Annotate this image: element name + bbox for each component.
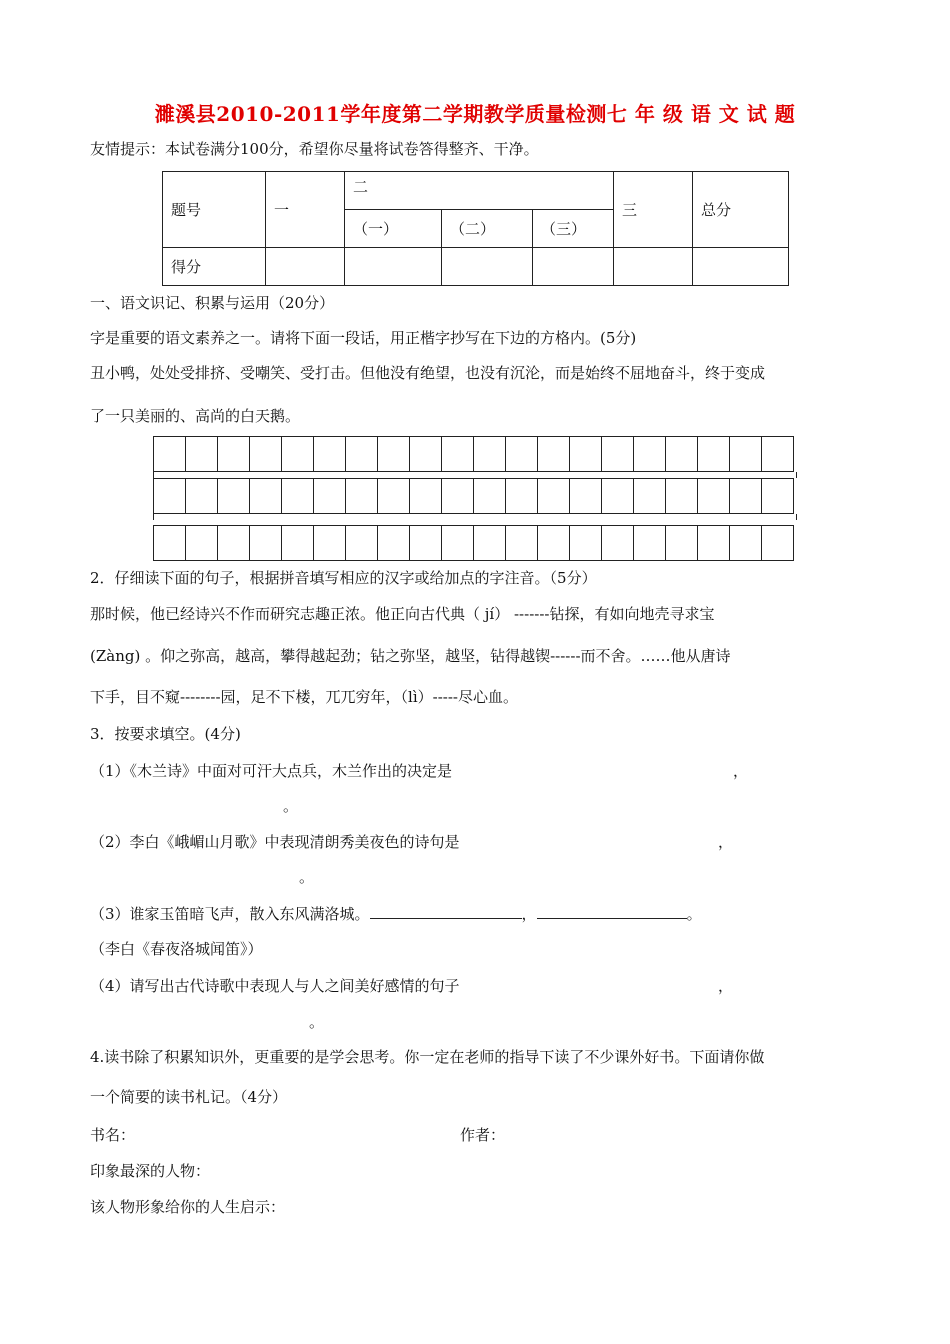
q3-item-3-text: （3）谁家玉笛暗飞声，散入东风满洛城。 xyxy=(90,905,370,923)
q3-comma: ， xyxy=(521,905,537,923)
grid-cell[interactable] xyxy=(410,437,442,472)
score-cell xyxy=(442,248,533,286)
grid-cell[interactable] xyxy=(250,526,282,561)
grid-cell[interactable] xyxy=(346,437,378,472)
q3-period: 。 xyxy=(299,868,315,886)
grid-cell[interactable] xyxy=(442,526,474,561)
grid-cell[interactable] xyxy=(666,479,698,514)
q3-prompt: 3．按要求填空。(4分) xyxy=(90,725,241,743)
score-col-2: 二 xyxy=(345,172,614,210)
q2-line: 下手，目不窥--------园，足不下楼，兀兀穷年，（lì）-----尽心血。 xyxy=(90,688,518,706)
grid-cell[interactable] xyxy=(634,437,666,472)
score-sub-3: （三） xyxy=(533,210,614,248)
q2-line: (Zàng) 。仰之弥高，越高，攀得越起劲；钻之弥坚，越坚，钻得越锲------而不舍。……他从唐诗 xyxy=(90,647,731,665)
q1-prompt: 字是重要的语文素养之一。请将下面一段话，用正楷字抄写在下边的方格内。(5分) xyxy=(90,329,637,347)
score-row-label: 得分 xyxy=(163,248,266,286)
score-cell xyxy=(266,248,345,286)
q3-period: 。 xyxy=(686,905,702,923)
grid-cell[interactable] xyxy=(474,437,506,472)
score-col-3: 三 xyxy=(614,172,693,248)
score-cell xyxy=(533,248,614,286)
grid-cell[interactable] xyxy=(602,437,634,472)
writing-grid[interactable] xyxy=(153,436,794,472)
q4-book-label: 书名： xyxy=(90,1126,136,1144)
q3-comma: ， xyxy=(733,762,749,780)
score-cell xyxy=(693,248,789,286)
q4-enlightenment-label: 该人物形象给你的人生启示： xyxy=(90,1198,286,1216)
grid-cell[interactable] xyxy=(698,479,730,514)
grid-cell[interactable] xyxy=(186,526,218,561)
grid-cell[interactable] xyxy=(762,479,794,514)
grid-cell[interactable] xyxy=(442,437,474,472)
q1-text-line: 了一只美丽的、高尚的白天鹅。 xyxy=(90,407,301,425)
grid-cell[interactable] xyxy=(314,437,346,472)
score-header-label: 题号 xyxy=(163,172,266,248)
grid-cell[interactable] xyxy=(282,479,314,514)
grid-cell[interactable] xyxy=(730,437,762,472)
grid-cell[interactable] xyxy=(250,437,282,472)
q4-author-label: 作者： xyxy=(460,1126,506,1144)
score-cell xyxy=(614,248,693,286)
grid-cell[interactable] xyxy=(410,479,442,514)
grid-cell[interactable] xyxy=(378,437,410,472)
q3-comma: ， xyxy=(718,977,734,995)
grid-cell[interactable] xyxy=(314,526,346,561)
grid-cell[interactable] xyxy=(634,479,666,514)
grid-cell[interactable] xyxy=(218,526,250,561)
grid-cell[interactable] xyxy=(474,479,506,514)
grid-cell[interactable] xyxy=(698,437,730,472)
q3-item-2: （2）李白《峨嵋山月歌》中表现清朗秀美夜色的诗句是 xyxy=(90,833,460,851)
grid-cell[interactable] xyxy=(250,479,282,514)
q2-line: 那时候，他已经诗兴不作而研究志趣正浓。他正向古代典（ jí） -------钻探，有如向地壳寻求宝 xyxy=(90,605,715,623)
q4-line: 一个简要的读书札记。（4分） xyxy=(90,1088,288,1106)
q3-comma: ， xyxy=(718,833,734,851)
grid-cell[interactable] xyxy=(186,437,218,472)
score-cell xyxy=(345,248,442,286)
grid-cell[interactable] xyxy=(666,437,698,472)
q4-line: 4.读书除了积累知识外，更重要的是学会思考。你一定在老师的指导下读了不少课外好书。下面请你做 xyxy=(90,1048,765,1066)
grid-cell[interactable] xyxy=(346,526,378,561)
grid-cell[interactable] xyxy=(634,526,666,561)
grid-cell[interactable] xyxy=(698,526,730,561)
grid-cell[interactable] xyxy=(730,526,762,561)
grid-cell[interactable] xyxy=(282,437,314,472)
q3-item-3-note: （李白《春夜洛城闻笛》） xyxy=(90,940,263,958)
grid-cell[interactable] xyxy=(314,479,346,514)
grid-cell[interactable] xyxy=(506,526,538,561)
q1-text-line: 丑小鸭，处处受排挤、受嘲笑、受打击。但他没有绝望，也没有沉沦，而是始终不屈地奋斗，终于变成 xyxy=(90,364,766,382)
q4-character-label: 印象最深的人物： xyxy=(90,1162,211,1180)
grid-cell[interactable] xyxy=(762,526,794,561)
grid-cell[interactable] xyxy=(218,479,250,514)
grid-cell[interactable] xyxy=(506,479,538,514)
grid-cell[interactable] xyxy=(154,526,186,561)
grid-cell[interactable] xyxy=(410,526,442,561)
grid-cell[interactable] xyxy=(666,526,698,561)
writing-grid[interactable] xyxy=(153,478,794,514)
q3-period: 。 xyxy=(309,1013,325,1031)
grid-separator xyxy=(153,514,797,520)
grid-cell[interactable] xyxy=(442,479,474,514)
grid-cell[interactable] xyxy=(730,479,762,514)
grid-cell[interactable] xyxy=(602,526,634,561)
q3-item-3 xyxy=(90,903,702,924)
grid-cell[interactable] xyxy=(378,479,410,514)
grid-cell[interactable] xyxy=(538,437,570,472)
score-col-1: 一 xyxy=(266,172,345,248)
grid-cell[interactable] xyxy=(506,437,538,472)
grid-cell[interactable] xyxy=(570,437,602,472)
answer-blank[interactable] xyxy=(370,917,522,919)
section-heading: 一、语文识记、积累与运用（20分） xyxy=(90,294,335,312)
grid-cell[interactable] xyxy=(154,479,186,514)
q3-period: 。 xyxy=(283,797,299,815)
grid-cell[interactable] xyxy=(218,437,250,472)
grid-cell[interactable] xyxy=(762,437,794,472)
grid-cell[interactable] xyxy=(186,479,218,514)
friendly-tip: 友情提示：本试卷满分100分，希望你尽量将试卷答得整齐、干净。 xyxy=(90,140,539,158)
q3-item-1: （1）《木兰诗》中面对可汗大点兵，木兰作出的决定是 xyxy=(90,762,453,780)
answer-blank[interactable] xyxy=(537,917,687,919)
grid-cell[interactable] xyxy=(346,479,378,514)
q3-item-4: （4）请写出古代诗歌中表现人与人之间美好感情的句子 xyxy=(90,977,460,995)
score-sub-2: （二） xyxy=(442,210,533,248)
score-col-total: 总分 xyxy=(693,172,789,248)
grid-cell[interactable] xyxy=(602,479,634,514)
grid-cell[interactable] xyxy=(538,479,570,514)
grid-cell[interactable] xyxy=(474,526,506,561)
grid-cell[interactable] xyxy=(538,526,570,561)
q2-prompt: 2．仔细读下面的句子，根据拼音填写相应的汉字或给加点的字注音。（5分） xyxy=(90,569,597,587)
exam-title: 濉溪县2010-2011学年度第二学期教学质量检测七 年 级 语 文 试 题 xyxy=(154,102,796,126)
grid-cell[interactable] xyxy=(154,437,186,472)
grid-cell[interactable] xyxy=(282,526,314,561)
grid-cell[interactable] xyxy=(570,526,602,561)
grid-cell[interactable] xyxy=(378,526,410,561)
score-table xyxy=(162,171,789,286)
grid-cell[interactable] xyxy=(570,479,602,514)
score-sub-1: （一） xyxy=(345,210,442,248)
writing-grid[interactable] xyxy=(153,525,794,561)
